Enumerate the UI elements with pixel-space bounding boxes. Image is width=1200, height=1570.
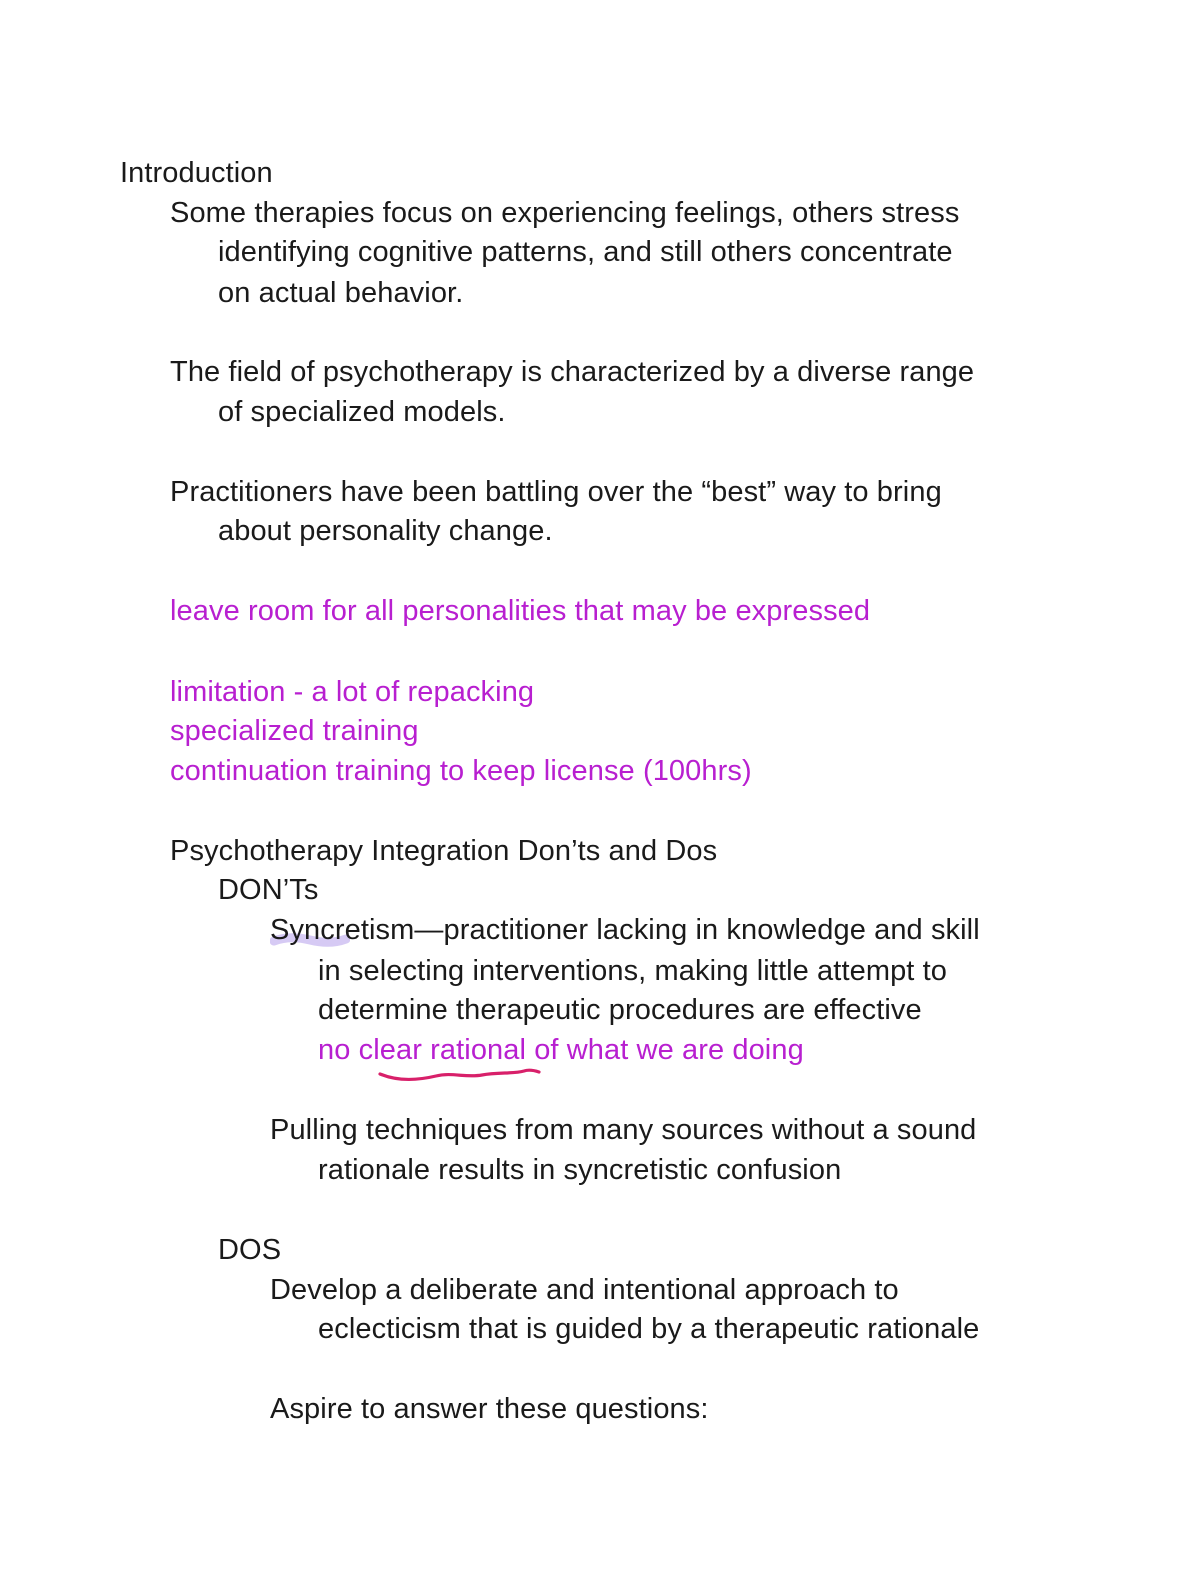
- syncretism-definition-line-3: determine therapeutic procedures are effective: [318, 994, 922, 1026]
- intro-paragraph-2-line-1: The field of psychotherapy is characterized by a diverse range: [170, 356, 975, 388]
- intro-paragraph-1-line-2: identifying cognitive patterns, and still others concentrate: [218, 236, 953, 268]
- develop-approach-line-1: Develop a deliberate and intentional approach to: [270, 1274, 899, 1306]
- pulling-techniques-line-1: Pulling techniques from many sources without a sound: [270, 1114, 977, 1146]
- handwritten-note-specialized-training: specialized training: [170, 715, 419, 747]
- section-heading-introduction: Introduction: [120, 157, 273, 189]
- handwritten-note-continuation-training: continuation training to keep license (100hrs): [170, 755, 752, 787]
- syncretism-definition-line-2: in selecting interventions, making little attempt to: [318, 955, 948, 987]
- syncretism-definition-line-1: Syncretism—practitioner lacking in knowledge and skill: [270, 914, 980, 946]
- pulling-techniques-line-2: rationale results in syncretistic confusion: [318, 1154, 842, 1186]
- intro-paragraph-3-line-1: Practitioners have been battling over the “best” way to bring: [170, 476, 942, 508]
- intro-paragraph-1-line-1: Some therapies focus on experiencing feelings, others stress: [170, 197, 960, 229]
- aspire-questions-line: Aspire to answer these questions:: [270, 1393, 709, 1425]
- dos-label: DOS: [218, 1234, 282, 1266]
- handwritten-note-limitation: limitation - a lot of repacking: [170, 676, 535, 708]
- handwritten-note-no-clear-rational: no clear rational of what we are doing: [318, 1034, 804, 1066]
- intro-paragraph-2-line-2: of specialized models.: [218, 396, 506, 428]
- develop-approach-line-2: eclecticism that is guided by a therapeutic rationale: [318, 1313, 980, 1345]
- intro-paragraph-1-line-3: on actual behavior.: [218, 277, 464, 309]
- section-title-integration: Psychotherapy Integration Don’ts and Dos: [170, 835, 718, 867]
- intro-paragraph-3-line-2: about personality change.: [218, 515, 553, 547]
- handwritten-note-personalities: leave room for all personalities that may be expressed: [170, 595, 871, 627]
- donts-label: DON’Ts: [218, 874, 319, 906]
